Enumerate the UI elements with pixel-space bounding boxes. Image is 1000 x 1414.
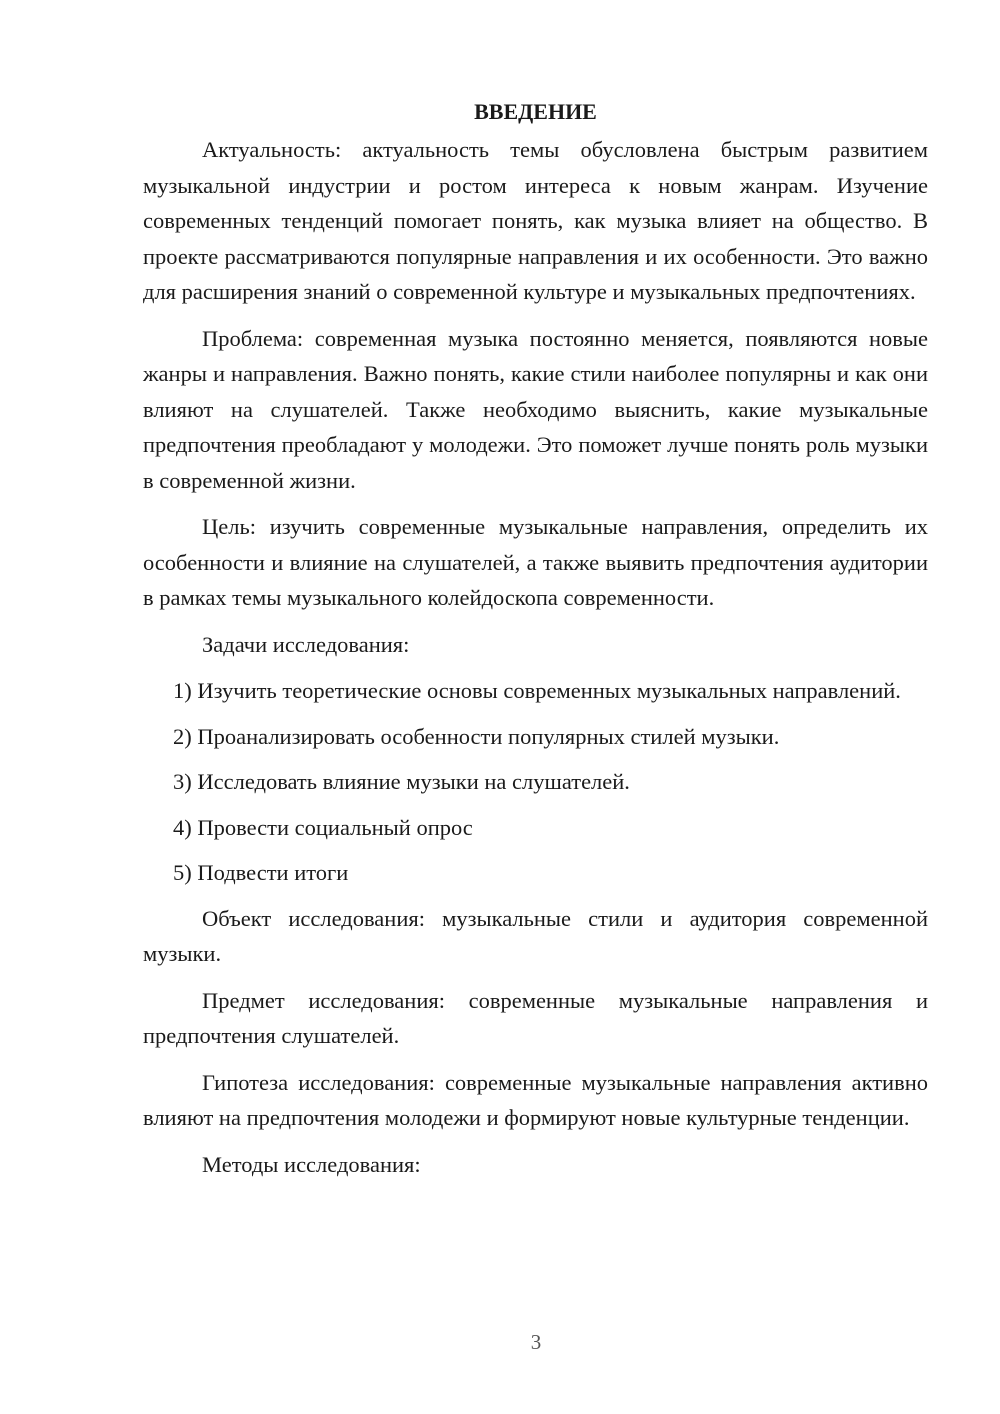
object-paragraph: Объект исследования: музыкальные стили и аудитория современной музыки. <box>143 905 928 966</box>
task-item-3: 3) Исследовать влияние музыки на слушателей. <box>173 769 630 794</box>
hypothesis-paragraph: Гипотеза исследования: современные музыкальные направления активно влияют на предпочтения молодежи и формируют новые культурные тенденции. <box>143 1069 928 1130</box>
task-item-2: 2) Проанализировать особенности популярных стилей музыки. <box>173 723 780 749</box>
methods-heading: Методы исследования: <box>202 1151 421 1177</box>
task-item-4: 4) Провести социальный опрос <box>173 814 473 840</box>
task-item-1: 1) Изучить теоретические основы современных музыкальных направлений. <box>173 678 901 703</box>
goal-paragraph: Цель: изучить современные музыкальные направления, определить их особенности и влияние на слушателей, а также выявить предпочтения аудитории в рамках темы музыкального колейдоскопа современности. <box>143 514 928 610</box>
tasks-heading: Задачи исследования: <box>202 631 410 657</box>
page-title: ВВЕДЕНИЕ <box>474 99 597 124</box>
relevance-paragraph: Актуальность: актуальность темы обусловлена быстрым развитием музыкальной индустрии и ростом интереса к новым жанрам. Изучение современных тенденций помогает понять, как музыка влияет на общество. В проекте рассматриваются популярные направления и их особенности. Это важно для расширения знаний о современной культуре и музыкальных предпочтениях. <box>143 137 928 304</box>
page-body <box>143 94 928 1193</box>
problem-paragraph: Проблема: современная музыка постоянно меняется, появляются новые жанры и направления. Важно понять, какие стили наиболее популярны и как они влияют на слушателей. Также необходимо выяснить, какие музыкальные предпочтения преобладают у молодежи. Это поможет лучше понять роль музыки в современной жизни. <box>143 325 928 493</box>
subject-paragraph: Предмет исследования: современные музыкальные направления и предпочтения слушателей. <box>143 987 928 1048</box>
page-number: 3 <box>530 1330 542 1354</box>
task-item-5: 5) Подвести итоги <box>173 860 349 885</box>
